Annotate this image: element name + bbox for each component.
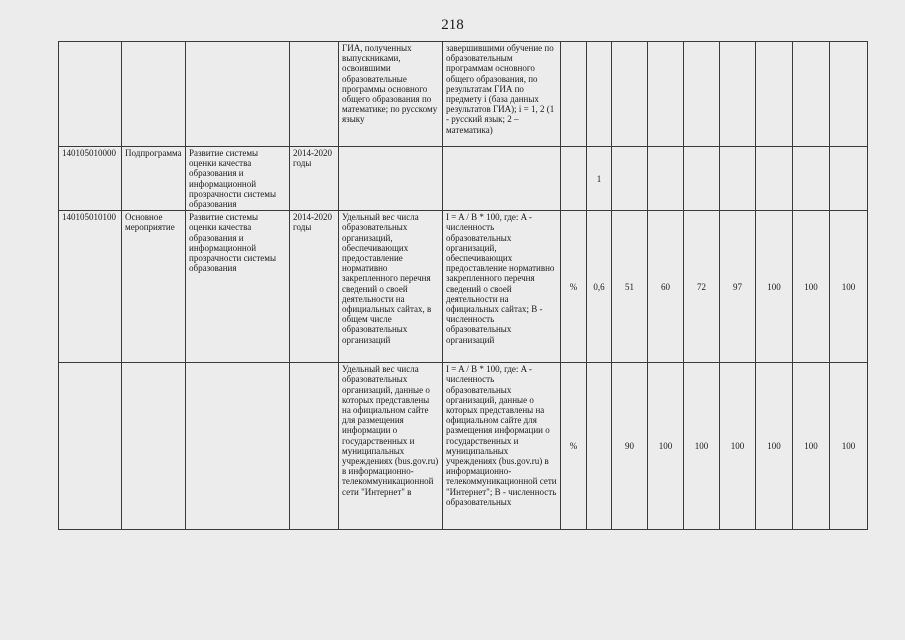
table-cell-value	[720, 42, 756, 147]
table-cell-period: 2014-2020 годы	[290, 211, 339, 363]
table-cell-value	[612, 147, 648, 211]
table-cell-value: 100	[830, 363, 868, 530]
table-cell-period: 2014-2020 годы	[290, 147, 339, 211]
table-cell-unit: %	[561, 211, 587, 363]
table-cell-value: 60	[648, 211, 684, 363]
table-cell-formula: I = A / B * 100, где: A - численность образовательных организаций, обеспечивающих предоставление нормативно закрепленного перечня сведений о своей деятельности на официальных сайтах; B - численность образовательных организаций	[443, 211, 561, 363]
table-cell-weight	[587, 42, 612, 147]
table-cell-unit	[561, 147, 587, 211]
table-cell-value	[684, 42, 720, 147]
table-cell-code: 140105010000	[59, 147, 122, 211]
table-cell-value: 100	[793, 211, 830, 363]
table-cell-name: Развитие системы оценки качества образования и информационной прозрачности системы образования	[186, 211, 290, 363]
table-cell-formula: I = A / B * 100, где: A - численность образовательных организаций, данные о которых представлены на официальном сайте для размещения информации о государственных и муниципальных учреждениях (bus.gov.ru) в информационно-телекоммуникационной сети "Интернет"; B - численность образовательных	[443, 363, 561, 530]
table-cell-value: 100	[830, 211, 868, 363]
program-indicators-table	[58, 41, 868, 530]
table-cell-formula	[443, 147, 561, 211]
table-cell-value	[756, 147, 793, 211]
table-cell-name: Развитие системы оценки качества образования и информационной прозрачности системы образования	[186, 147, 290, 211]
table-cell-value	[720, 147, 756, 211]
page-number: 218	[441, 17, 464, 33]
table-cell-value: 100	[756, 363, 793, 530]
table-cell-period	[290, 42, 339, 147]
table-cell-value: 100	[793, 363, 830, 530]
table-cell-unit: %	[561, 363, 587, 530]
table-row	[59, 363, 868, 530]
table-cell-value: 100	[684, 363, 720, 530]
table-cell-value: 90	[612, 363, 648, 530]
table-cell-type	[122, 42, 186, 147]
table-cell-indicator: ГИА, полученных выпускниками, освоившими образовательные программы основного общего образования по математике; по русскому языку	[339, 42, 443, 147]
table-cell-unit	[561, 42, 587, 147]
table-cell-code	[59, 42, 122, 147]
table-row	[59, 42, 868, 147]
table-cell-value	[830, 147, 868, 211]
table-cell-indicator	[339, 147, 443, 211]
table-cell-value	[648, 42, 684, 147]
table-cell-weight: 1	[587, 147, 612, 211]
table-cell-weight	[587, 363, 612, 530]
table-cell-value	[648, 147, 684, 211]
table-cell-indicator: Удельный вес числа образовательных организаций, обеспечивающих предоставление нормативно закрепленного перечня сведений о своей деятельности на официальных сайтах, в общем числе образовательных организаций	[339, 211, 443, 363]
table-cell-value	[612, 42, 648, 147]
table-cell-type: Основное мероприятие	[122, 211, 186, 363]
table-cell-name	[186, 363, 290, 530]
table-cell-code	[59, 363, 122, 530]
table-cell-indicator: Удельный вес числа образовательных организаций, данные о которых представлены на официальном сайте для размещения информации о государственных и муниципальных учреждениях (bus.gov.ru) в информационно-телекоммуникационной сети "Интернет" в	[339, 363, 443, 530]
table-row	[59, 147, 868, 211]
table-cell-value: 100	[648, 363, 684, 530]
table-cell-name	[186, 42, 290, 147]
table-cell-value	[830, 42, 868, 147]
table-cell-value	[793, 42, 830, 147]
table-cell-type: Подпрограмма	[122, 147, 186, 211]
table-cell-value	[756, 42, 793, 147]
table-cell-value: 51	[612, 211, 648, 363]
table-cell-code: 140105010100	[59, 211, 122, 363]
table-cell-type	[122, 363, 186, 530]
table-cell-formula: завершившими обучение по образовательным программам основного общего образования, по результатам ГИА по предмету i (база данных результатов ГИА); i = 1, 2 (1 - русский язык; 2 – математика)	[443, 42, 561, 147]
table-cell-value: 100	[720, 363, 756, 530]
table-cell-value: 72	[684, 211, 720, 363]
table-row	[59, 211, 868, 363]
table-cell-value: 97	[720, 211, 756, 363]
table-cell-value	[793, 147, 830, 211]
table-cell-value: 100	[756, 211, 793, 363]
table-cell-value	[684, 147, 720, 211]
table-cell-period	[290, 363, 339, 530]
table-cell-weight: 0,6	[587, 211, 612, 363]
